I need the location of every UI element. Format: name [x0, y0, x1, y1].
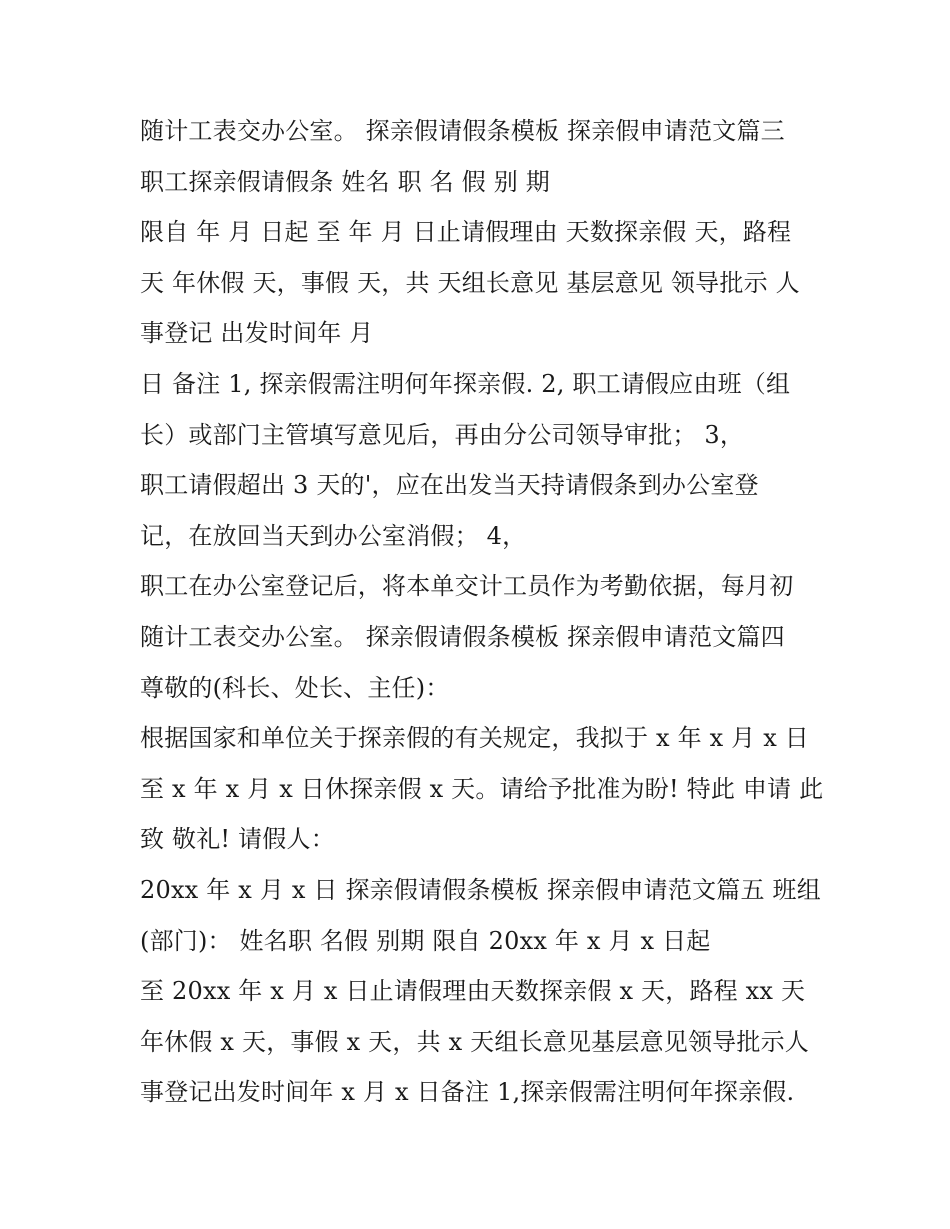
text-line-3: 限自 年 月 日起 至 年 月 日止请假理由 天数探亲假 天，路程: [140, 218, 792, 247]
text-line-2: 职工探亲假请假条 姓名 职 名 假 别 期: [140, 167, 550, 196]
text-line-13: 根据国家和单位关于探亲假的有关规定，我拟于 x 年 x 月 x 日: [140, 724, 809, 753]
text-line-20: 事登记出发时间年 x 月 x 日备注 1,探亲假需注明何年探亲假.: [140, 1078, 795, 1107]
text-line-14: 至 x 年 x 月 x 日休探亲假 x 天。请给予批准为盼! 特此 申请 此: [140, 774, 824, 803]
text-line-11: 随计工表交办公室。 探亲假请假条模板 探亲假申请范文篇四: [140, 622, 785, 651]
text-line-6: 日 备注 1, 探亲假需注明何年探亲假. 2, 职工请假应由班（组: [140, 369, 791, 398]
text-line-5: 事登记 出发时间年 月: [140, 319, 374, 348]
text-line-1: 随计工表交办公室。 探亲假请假条模板 探亲假申请范文篇三: [140, 117, 785, 145]
text-line-12: 尊敬的(科长、处长、主任)：: [140, 673, 450, 702]
text-line-16: 20xx 年 x 月 x 日 探亲假请假条模板 探亲假申请范文篇五 班组: [140, 875, 821, 904]
text-line-8: 职工请假超出 3 天的'，应在出发当天持请假条到办公室登: [140, 471, 759, 500]
text-line-4: 天 年休假 天，事假 天，共 天组长意见 基层意见 领导批示 人: [140, 268, 800, 297]
text-line-9: 记，在放回当天到办公室消假； 4，: [140, 521, 527, 550]
text-line-18: 至 20xx 年 x 月 x 日止请假理由天数探亲假 x 天，路程 xx 天: [140, 977, 806, 1006]
text-line-17: (部门)： 姓名职 名假 别期 限自 20xx 年 x 月 x 日起: [140, 926, 711, 955]
text-line-15: 致 敬礼! 请假人：: [140, 825, 335, 854]
text-line-10: 职工在办公室登记后，将本单交计工员作为考勤依据，每月初: [140, 572, 794, 601]
text-line-7: 长）或部门主管填写意见后，再由分公司领导审批； 3，: [140, 420, 745, 449]
document-body: [140, 106, 830, 1118]
text-line-19: 年休假 x 天，事假 x 天，共 x 天组长意见基层意见领导批示人: [140, 1027, 809, 1056]
